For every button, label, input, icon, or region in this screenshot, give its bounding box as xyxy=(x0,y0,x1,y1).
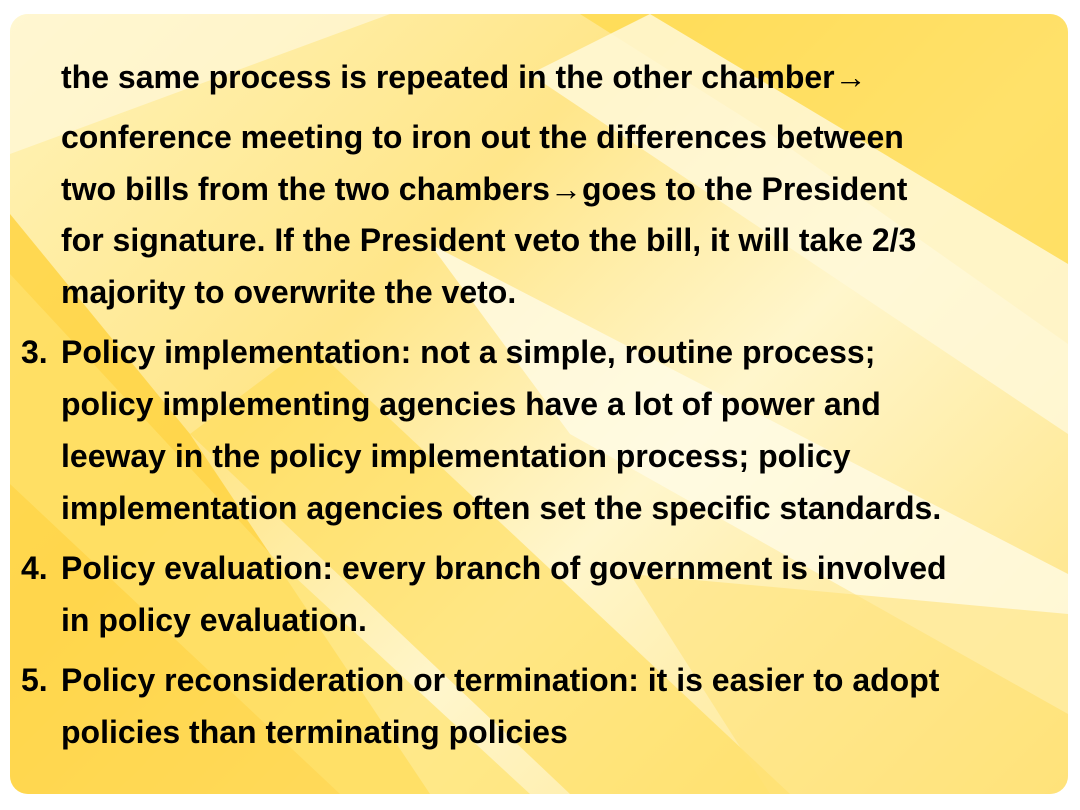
intro-line-2: conference meeting to iron out the differences between xyxy=(61,119,904,155)
item-3-line-4: implementation agencies often set the specific standards. xyxy=(61,490,942,526)
item-5-line-2: policies than terminating policies xyxy=(61,714,568,750)
slide xyxy=(10,14,1068,794)
intro-line-4: for signature. If the President veto the bill, it will take 2/3 xyxy=(61,222,917,258)
intro-line-5: majority to overwrite the veto. xyxy=(61,274,517,310)
list-number-4: 4. xyxy=(21,550,48,586)
list-number-5: 5. xyxy=(21,662,48,698)
item-5-line-1: Policy reconsideration or termination: it is easier to adopt xyxy=(61,662,940,698)
item-3-line-2: policy implementing agencies have a lot of power and xyxy=(61,386,881,422)
slide-text xyxy=(10,14,1068,794)
intro-line-3: two bills from the two chambers→goes to the President xyxy=(61,171,908,207)
item-3-line-3: leeway in the policy implementation process; policy xyxy=(61,438,851,474)
item-3-line-1: Policy implementation: not a simple, routine process; xyxy=(61,334,876,370)
intro-line-1: the same process is repeated in the other chamber→ xyxy=(61,59,867,95)
item-4-line-1: Policy evaluation: every branch of government is involved xyxy=(61,550,947,586)
list-number-3: 3. xyxy=(21,334,48,370)
item-4-line-2: in policy evaluation. xyxy=(61,602,367,638)
